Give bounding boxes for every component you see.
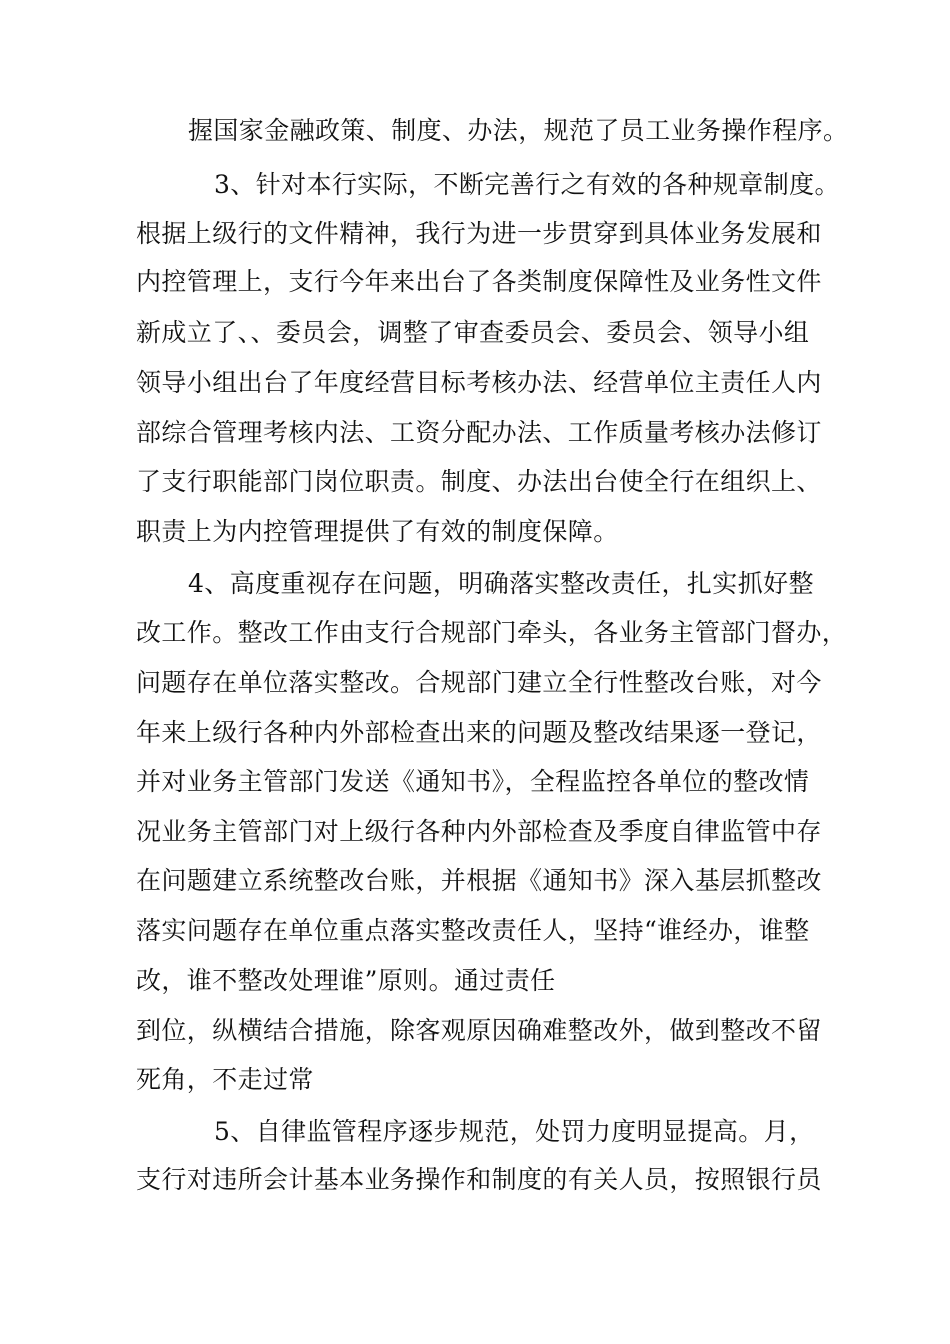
text-line-18: 改，谁不整改处理谁”原则。通过责任: [136, 966, 556, 995]
text-line-17: 落实问题存在单位重点落实整改责任人，坚持“谁经办，谁整: [136, 916, 810, 945]
text-line-14: 并对业务主管部门发送《通知书》，全程监控各单位的整改情: [136, 767, 810, 796]
text-line-7: 部综合管理考核内法、工资分配办法、工作质量考核办法修订: [136, 418, 822, 447]
text-line-20: 死角，不走过常: [136, 1065, 314, 1094]
text-line-19: 到位，纵横结合措施，除客观原因确难整改外，做到整改不留: [136, 1016, 822, 1045]
text-line-11: 改工作。整改工作由支行合规部门牵头，各业务主管部门督办，: [136, 618, 848, 647]
text-line-2: 3、针对本行实际，不断完善行之有效的各种规章制度。: [214, 170, 840, 199]
text-line-8: 了支行职能部门岗位职责。制度、办法出台使全行在组织上、: [136, 467, 822, 496]
text-line-13: 年来上级行各种内外部检查出来的问题及整改结果逐一登记，: [136, 718, 822, 747]
text-line-3: 根据上级行的文件精神，我行为进一步贯穿到具体业务发展和: [136, 219, 822, 248]
text-line-5: 新成立了、、委员会，调整了审查委员会、委员会、领导小组: [136, 318, 810, 347]
text-line-16: 在问题建立系统整改台账，并根据《通知书》深入基层抓整改: [136, 866, 822, 895]
text-line-15: 况业务主管部门对上级行各种内外部检查及季度自律监管中存: [136, 817, 822, 846]
text-line-10: 4、高度重视存在问题，明确落实整改责任，扎实抓好整: [188, 569, 814, 598]
text-line-1: 握国家金融政策、制度、办法，规范了员工业务操作程序。: [188, 116, 849, 145]
text-line-22: 支行对违所会计基本业务操作和制度的有关人员，按照银行员: [136, 1165, 822, 1194]
text-line-21: 5、自律监管程序逐步规范，处罚力度明显提高。月，: [214, 1117, 815, 1146]
text-line-12: 问题存在单位落实整改。合规部门建立全行性整改台账，对今: [136, 668, 822, 697]
text-line-4: 内控管理上，支行今年来出台了各类制度保障性及业务性文件: [136, 267, 822, 296]
text-line-6: 领导小组出台了年度经营目标考核办法、经营单位主责任人内: [136, 368, 822, 397]
text-line-9: 职责上为内控管理提供了有效的制度保障。: [136, 517, 619, 546]
